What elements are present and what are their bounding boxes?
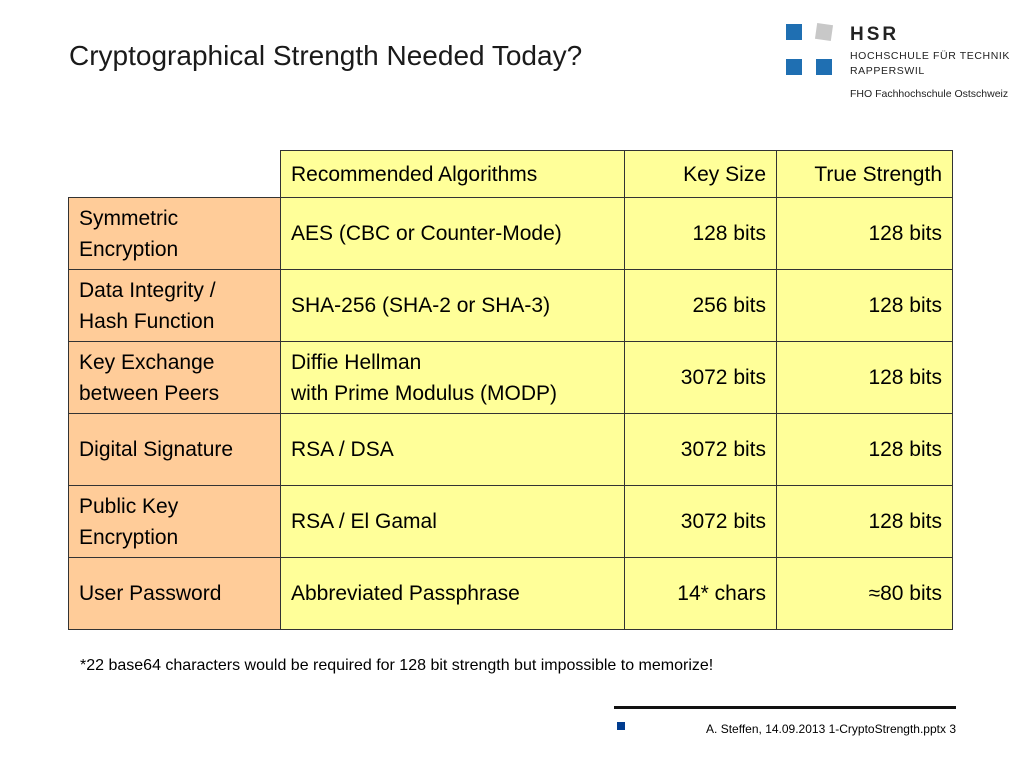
strength-cell: 128 bits bbox=[777, 270, 953, 342]
header-algorithms: Recommended Algorithms bbox=[281, 151, 625, 198]
category-cell bbox=[69, 486, 281, 558]
slide-title: Cryptographical Strength Needed Today? bbox=[69, 40, 583, 71]
cell-line: between Peers bbox=[79, 381, 220, 405]
footer-square-icon bbox=[617, 722, 625, 730]
cell-line: Hash Function bbox=[79, 309, 215, 333]
table-row bbox=[69, 270, 953, 342]
table-corner-cell bbox=[69, 151, 281, 198]
strength-cell: ≈80 bits bbox=[777, 558, 953, 630]
cell-line: Abbreviated Passphrase bbox=[291, 582, 520, 605]
key-size-cell: 256 bits bbox=[625, 270, 777, 342]
algorithm-cell bbox=[281, 486, 625, 558]
table-row bbox=[69, 414, 953, 486]
key-size-cell: 3072 bits bbox=[625, 486, 777, 558]
logo-line-1: HOCHSCHULE FÜR TECHNIK bbox=[850, 50, 1011, 62]
table-header-row bbox=[69, 151, 953, 198]
category-cell bbox=[69, 414, 281, 486]
cell-line: AES (CBC or Counter-Mode) bbox=[291, 222, 562, 245]
key-size-cell: 3072 bits bbox=[625, 414, 777, 486]
strength-cell: 128 bits bbox=[777, 414, 953, 486]
algorithm-cell bbox=[281, 558, 625, 630]
table-row bbox=[69, 558, 953, 630]
cell-line: Key Exchange bbox=[79, 350, 215, 374]
table-row bbox=[69, 342, 953, 414]
category-cell bbox=[69, 558, 281, 630]
cell-line: Public Key bbox=[79, 494, 179, 518]
cell-line: SHA-256 (SHA-2 or SHA-3) bbox=[291, 294, 551, 317]
algorithm-cell bbox=[281, 342, 625, 414]
cell-line: Digital Signature bbox=[79, 438, 234, 461]
algorithm-cell bbox=[281, 414, 625, 486]
cell-line: Diffie Hellman bbox=[291, 350, 422, 374]
cell-line: Data Integrity / bbox=[79, 278, 216, 302]
crypto-strength-table bbox=[68, 150, 953, 630]
logo-line-2: RAPPERSWIL bbox=[850, 65, 925, 77]
footer-divider bbox=[614, 706, 956, 709]
table-row bbox=[69, 486, 953, 558]
cell-line: Encryption bbox=[79, 525, 179, 549]
algorithm-cell bbox=[281, 198, 625, 270]
logo-name: HSR bbox=[850, 24, 900, 45]
logo-square-icon bbox=[816, 59, 832, 75]
cell-line: RSA / DSA bbox=[291, 438, 394, 461]
hsr-logo bbox=[786, 24, 1016, 104]
category-cell bbox=[69, 342, 281, 414]
cell-line: Encryption bbox=[79, 237, 179, 261]
strength-cell: 128 bits bbox=[777, 486, 953, 558]
header-key-size: Key Size bbox=[625, 151, 777, 198]
logo-square-icon bbox=[815, 23, 833, 41]
strength-cell: 128 bits bbox=[777, 198, 953, 270]
cell-line: RSA / El Gamal bbox=[291, 510, 437, 533]
header-true-strength: True Strength bbox=[777, 151, 953, 198]
category-cell bbox=[69, 198, 281, 270]
footer-text: A. Steffen, 14.09.2013 1-CryptoStrength.pptx 3 bbox=[706, 722, 956, 736]
algorithm-cell bbox=[281, 270, 625, 342]
table-row bbox=[69, 198, 953, 270]
key-size-cell: 14* chars bbox=[625, 558, 777, 630]
footnote: *22 base64 characters would be required for 128 bit strength but impossible to memorize! bbox=[80, 657, 714, 674]
logo-line-3: FHO Fachhochschule Ostschweiz bbox=[850, 88, 1009, 100]
logo-square-icon bbox=[786, 24, 802, 40]
logo-square-icon bbox=[786, 59, 802, 75]
key-size-cell: 3072 bits bbox=[625, 342, 777, 414]
cell-line: Symmetric bbox=[79, 206, 179, 230]
category-cell bbox=[69, 270, 281, 342]
key-size-cell: 128 bits bbox=[625, 198, 777, 270]
strength-cell: 128 bits bbox=[777, 342, 953, 414]
cell-line: with Prime Modulus (MODP) bbox=[291, 381, 558, 405]
cell-line: User Password bbox=[79, 582, 222, 605]
